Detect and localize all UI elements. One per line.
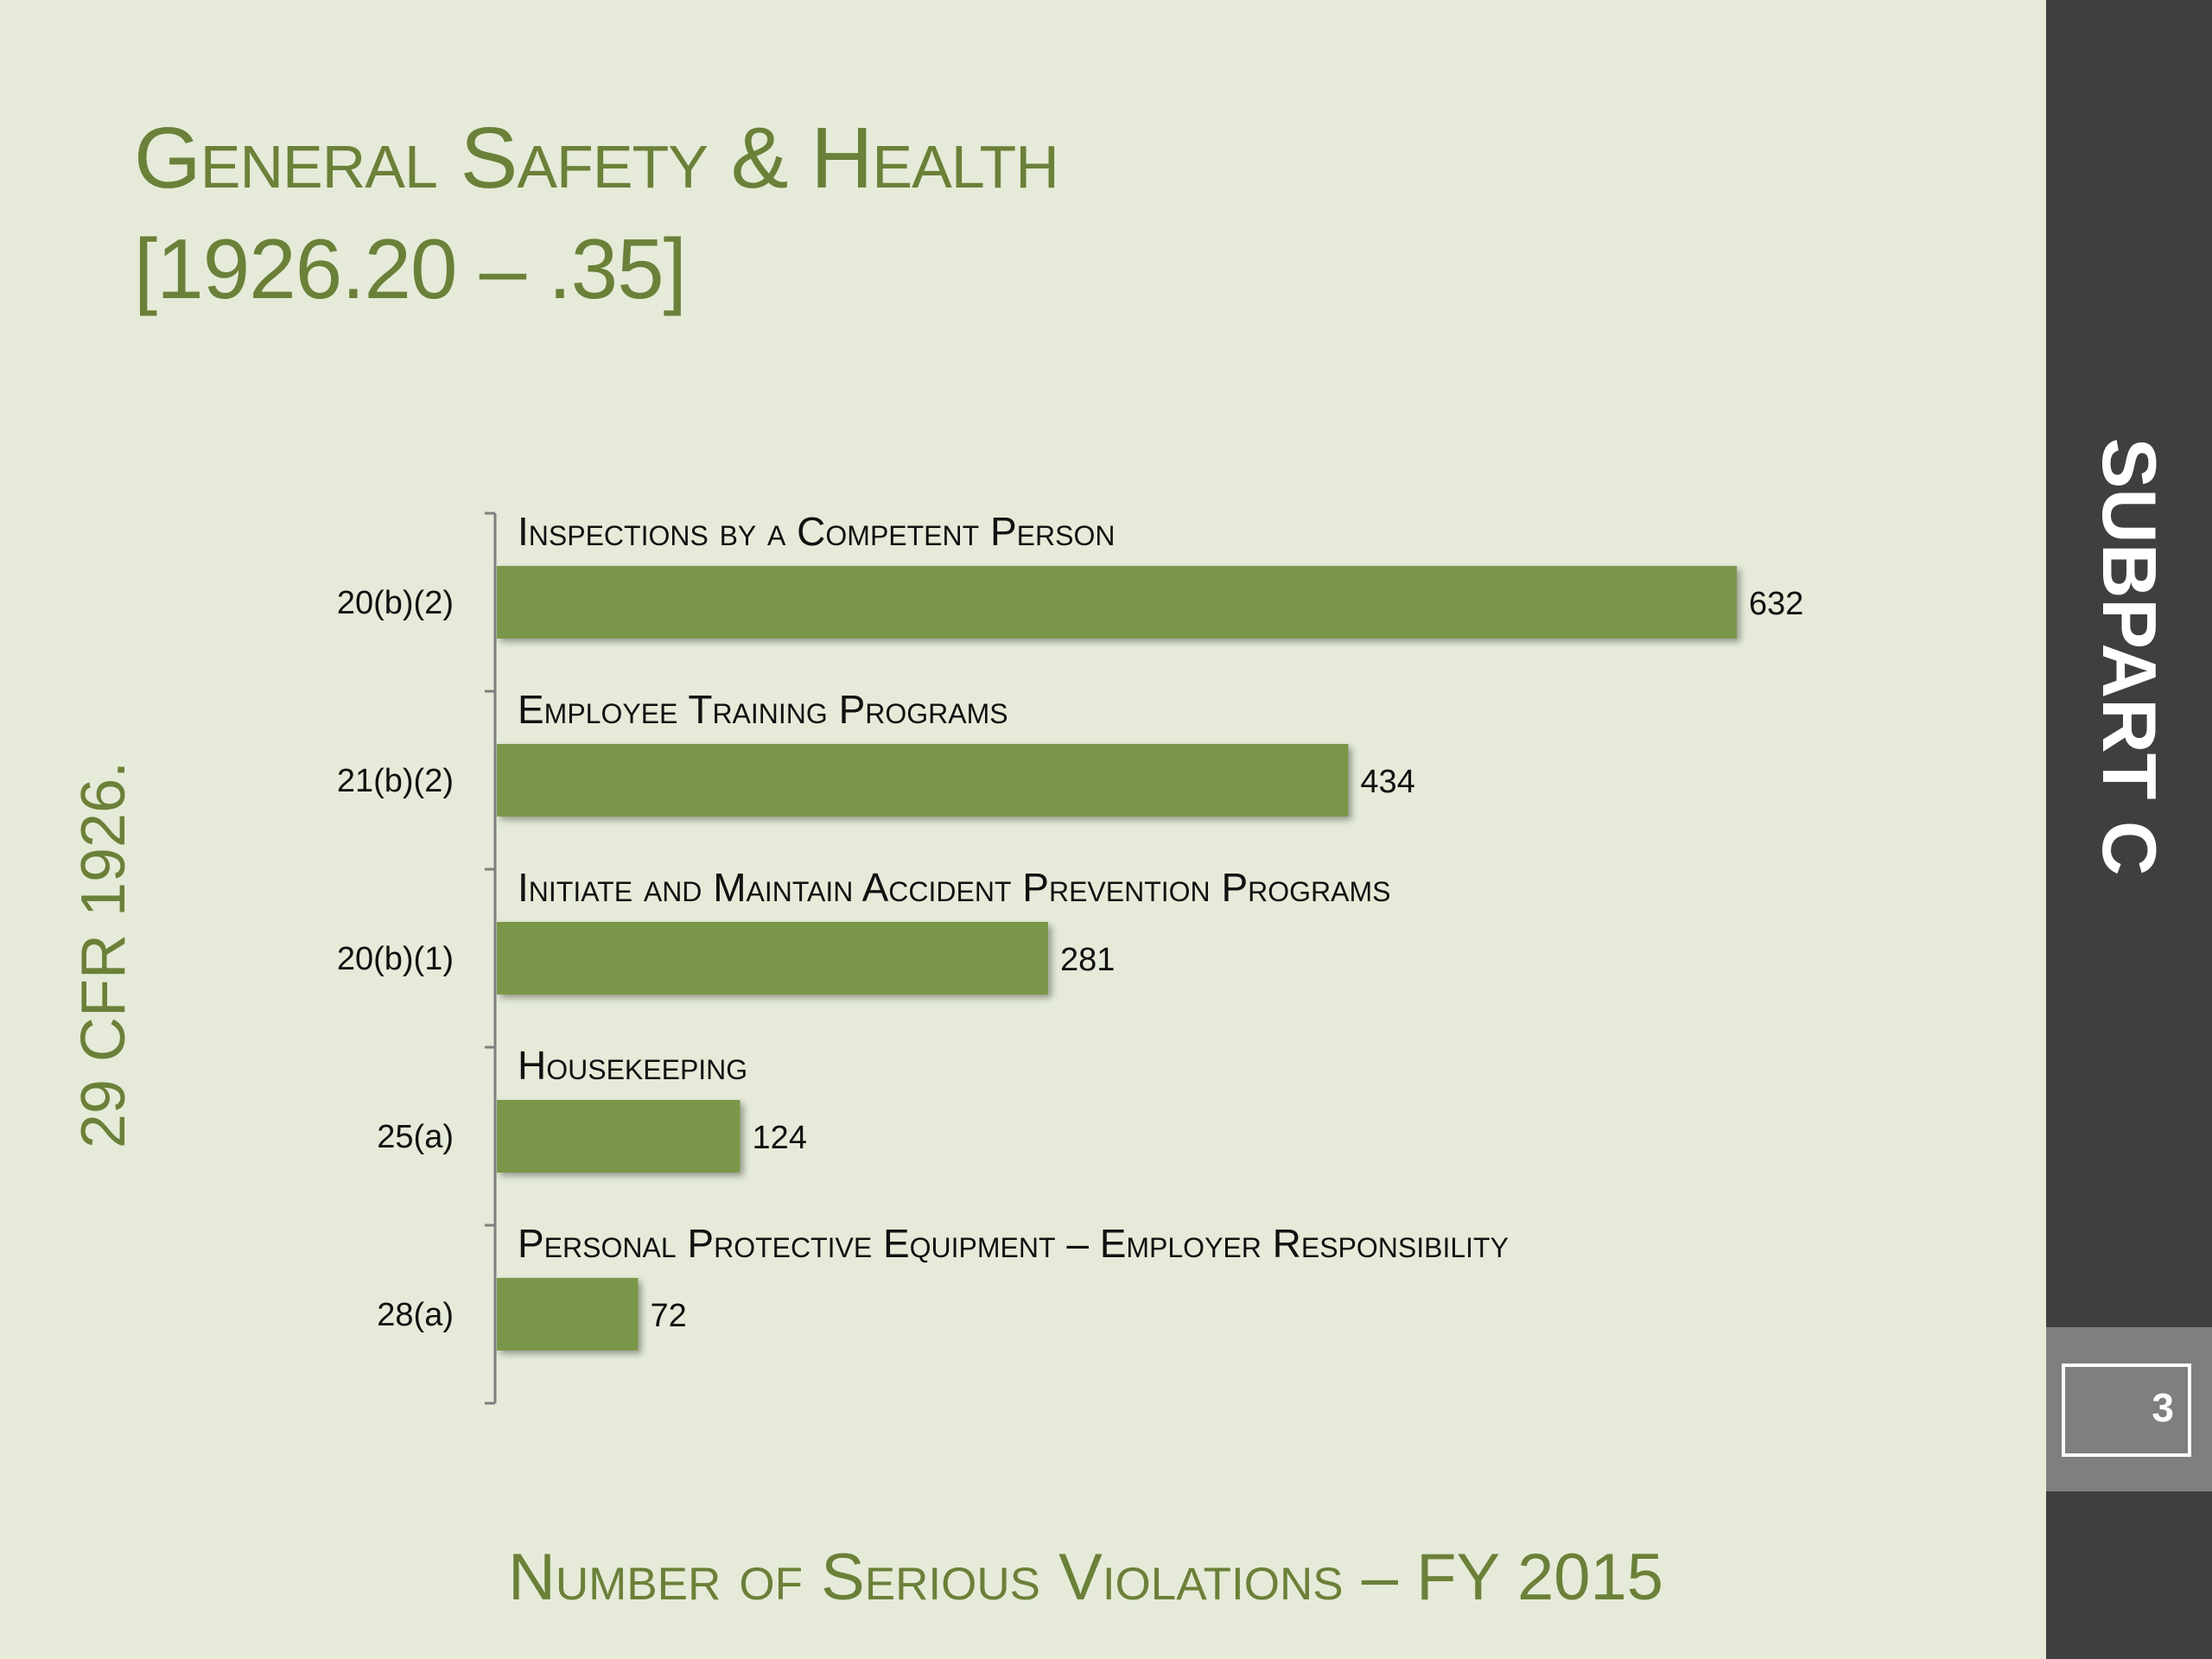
bar [497,566,1737,639]
category-code-label: 20(b)(2) [336,585,454,621]
y-axis-label: 29 CFR 1926. [69,760,138,1149]
category-code-label: 28(a) [377,1297,454,1333]
data-label: 632 [1749,586,1804,622]
data-label: 434 [1360,764,1415,800]
subpart-label: SUBPART C [2087,437,2172,876]
x-axis-label: Number of Serious Violations – FY 2015 [508,1541,1664,1614]
data-label: 281 [1060,942,1116,978]
page-number-box [2062,1363,2191,1457]
data-label: 124 [752,1120,807,1156]
page-number-band [2046,1327,2212,1491]
page-number: 3 [2152,1385,2174,1430]
title-line-1: General Safety & Health [134,110,1058,207]
bar [497,922,1048,995]
category-name-label: Personal Protective Equipment – Employer Responsibility [518,1221,1509,1266]
category-code-label: 25(a) [377,1119,454,1155]
category-name-label: Inspections by a Competent Person [518,509,1116,554]
category-code-label: 20(b)(1) [336,941,454,977]
category-code-label: 21(b)(2) [336,763,454,799]
bar [497,1278,638,1351]
data-label: 72 [650,1298,687,1334]
bar [497,1100,741,1173]
category-name-label: Employee Training Programs [518,687,1008,732]
bar [497,744,1348,817]
category-name-label: Housekeeping [518,1043,748,1088]
sidebar [2046,0,2212,1659]
title-line-2: [1926.20 – .35] [134,221,686,316]
category-name-label: Initiate and Maintain Accident Prevention Programs [518,865,1391,910]
